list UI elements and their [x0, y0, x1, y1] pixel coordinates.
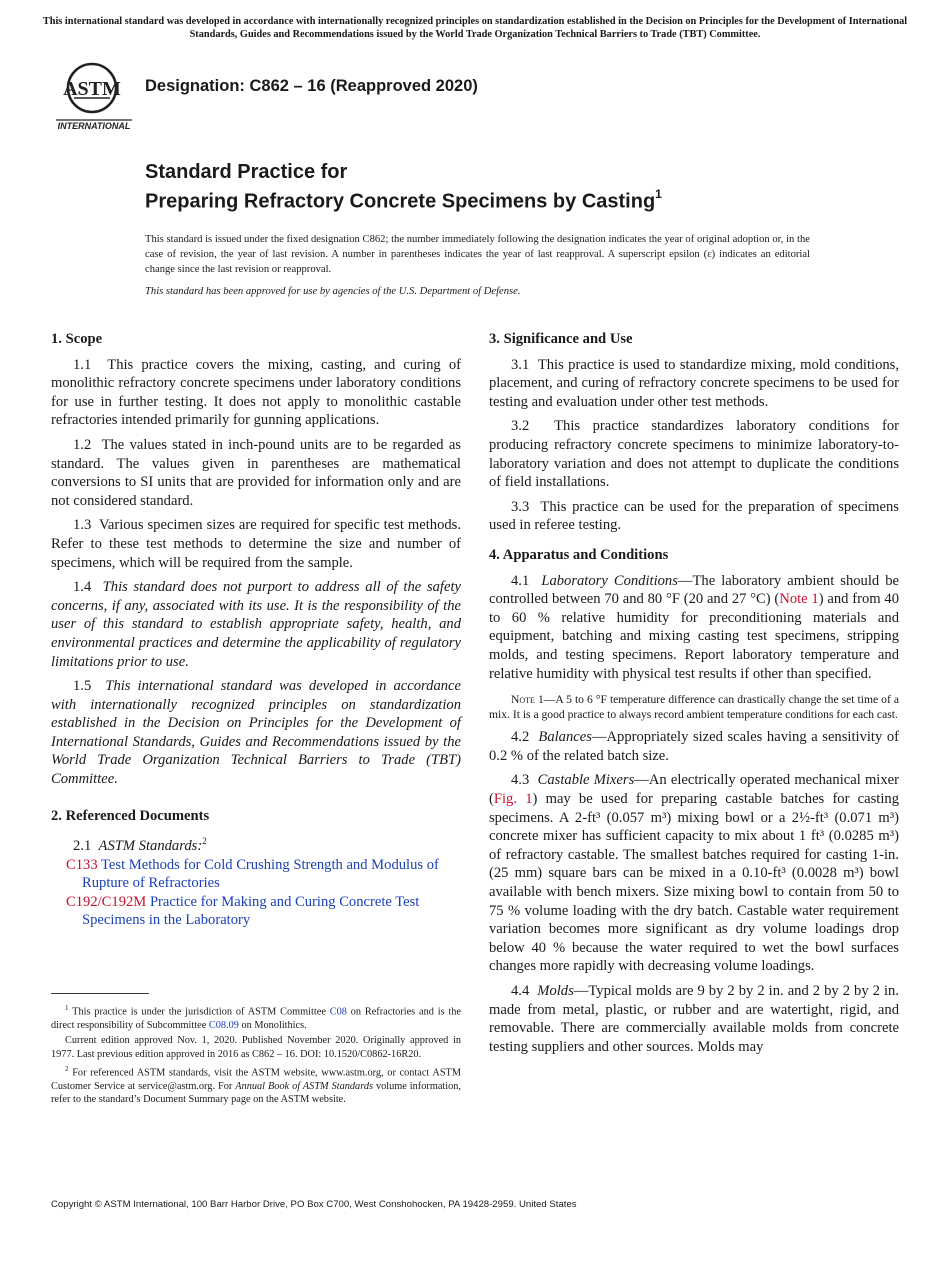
footnote-rule — [51, 993, 149, 994]
reference-c133[interactable]: C133 Test Methods for Cold Crushing Strength and Modulus of Rupture of Refractories — [66, 856, 439, 892]
paragraph-4-1: 4.1 Laboratory Conditions—The laboratory ambient should be controlled between 70 and 80 °F (20 and 27 °C) (Note 1) and from 40 to 60 % relative humidity for preconditioning materials and equipment, batching and mixing casting test specimens, stripping molds, and testing specimens. Report laboratory temperature and relative humidity with physical test results if other than specified. — [489, 572, 900, 682]
right-column — [489, 330, 899, 1062]
astm-logo — [54, 58, 134, 132]
paragraph-2-1: 2.1 ASTM Standards:$^2$ — [73, 836, 207, 855]
paragraph-1-4: 1.4 This standard does not purport to address all of the safety concerns, if any, associated with its use. It is the responsibility of the user of this standard to establish appropriate safety, health, and environmental practices and determine the applicability of regulatory limitations prior to use. — [51, 579, 461, 670]
left-column — [51, 330, 461, 930]
reference-c192[interactable]: C192/C192M Practice for Making and Curing Concrete Test Specimens in the Laboratory — [66, 893, 420, 929]
paragraph-3-3: 3.3 This practice can be used for the preparation of specimens used in referee testing. — [489, 498, 899, 534]
note-1-link[interactable]: Note 1 — [779, 591, 819, 608]
svg-text:INTERNATIONAL: INTERNATIONAL — [57, 121, 131, 131]
paragraph-1-5: 1.5 This international standard was developed in accordance with internationally recognized principles on standardization established in the Decision on Principles for the Development of International Standards, Guides and Recommendations issued by the World Trade Organization Technical Barriers to Trade (TBT) Committee. — [51, 678, 461, 788]
footnote-1-edition: Current edition approved Nov. 1, 2020. Published November 2020. Originally approved in 1977. Last previous edition approved in 2016 as C862 – 16. DOI: 10.1520/C0862-16R20. — [51, 1035, 461, 1060]
section-heading-apparatus: 4. Apparatus and Conditions — [489, 546, 669, 563]
paragraph-3-1: 3.1 This practice is used to standardize mixing, mold conditions, placement, and curing of refractory concrete specimens to be used for testing and evaluation under other test methods. — [489, 356, 899, 410]
paragraph-3-2: 3.2 This practice standardizes laboratory conditions for producing refractory concrete specimens to minimize laboratory-to-laboratory variation and does not attempt to duplicate the conditions of field installations. — [489, 418, 899, 491]
footnotes — [51, 1002, 461, 1109]
tbt-notice: This international standard was developed in accordance with internationally recognized principles on standardization established in the Decision on Principles for the Development of International Standards, Guides and Recommendations issued by the World Trade Organization Technical Barriers to Trade (TBT) Committee. — [42, 16, 908, 40]
section-heading-referenced-documents: 2. Referenced Documents — [51, 807, 210, 824]
paragraph-1-2: 1.2 The values stated in inch-pound units are to be regarded as standard. The values given in parentheses are mathematical conversions to SI units that are provided for information only and are not considered standard. — [51, 436, 461, 509]
svg-text:ASTM: ASTM — [63, 78, 121, 100]
fig-1-link[interactable]: Fig. 1 — [493, 791, 533, 808]
issuance-note: This standard is issued under the fixed designation C862; the number immediately following the designation indicates the year of original adoption or, in the case of revision, the year of last revision. A number in parentheses indicates the year of last reapproval. A superscript epsilon (ε) indicates an editorial change since the last revision or reapproval. — [145, 234, 810, 275]
paragraph-4-3: 4.3 Castable Mixers—An electrically operated mechanical mixer (Fig. 1) may be used for preparing castable batches for casting specimens. A 2-ft³ (0.057 m³) mixing bowl or a 2½-ft³ (0.071 m³) concrete mixer has sufficient capacity to mix about 1 ft³ (0.0285 m³) of refractory castable. The smallest batches required for casting 1-in. (25 mm) square bars can be mixed in a 0.10-ft³ (0.0028 m³) bowl available with bench mixers. Size mixing bowl to contain from 50 to 75 % volume loading with the dry batch. Castable water requirement variation becomes more significant as dry volume loadings drop below 40 % because the water required to wet the bowl surfaces changes more rapidly with decreasing volume loadings. — [489, 772, 900, 975]
section-heading-scope: 1. Scope — [51, 331, 103, 347]
copyright-notice: Copyright © ASTM International, 100 Barr Harbor Drive, PO Box C700, West Conshohocken, PA 19428-2959. United States — [51, 1199, 577, 1210]
page-title — [145, 160, 662, 214]
title-footnote-mark: 1 — [655, 187, 662, 201]
subcommittee-c0809-link[interactable]: C08.09 — [208, 1019, 239, 1031]
committee-c08-link[interactable]: C08 — [329, 1006, 347, 1018]
dod-approval-note: This standard has been approved for use by agencies of the U.S. Department of Defense. — [145, 286, 521, 297]
note-1: Note 1—A 5 to 6 °F temperature difference can drastically change the set time of a mix. It is a good practice to always record ambient temperature conditions for each cast. — [489, 693, 900, 721]
title-line-2: Preparing Refractory Concrete Specimens by Casting$^1$ — [145, 187, 662, 213]
paragraph-1-3: 1.3 Various specimen sizes are required for specific test methods. Refer to these test methods to determine the size and number of specimens, which will be required from the sample. — [51, 517, 461, 571]
paragraph-4-4: 4.4 Molds—Typical molds are 9 by 2 by 2 in. and 2 by 2 by 2 in. made from metal, plastic, or rubber and are watertight, rigid, and removable. There are commercially available molds from concrete testing suppliers and other sources. Molds may — [489, 983, 899, 1055]
section-heading-significance: 3. Significance and Use — [489, 331, 633, 347]
designation: Designation: C862 – 16 (Reapproved 2020) — [145, 77, 478, 95]
title-line-1: Standard Practice for — [145, 161, 348, 183]
footnote-1: $^1$ This practice is under the jurisdiction of ASTM Committee C08 on Refractories and is the direct responsibility of Subcommittee C08.09 on Monolithics. — [51, 1004, 462, 1031]
paragraph-1-1: 1.1 This practice covers the mixing, casting, and curing of monolithic refractory concrete specimens under laboratory conditions for use in further testing. It does not apply to monolithic castable refractories intended primarily for gunning applications. — [51, 356, 461, 429]
paragraph-4-2: 4.2 Balances—Appropriately sized scales having a sensitivity of 0.2 % of the related batch size. — [489, 729, 900, 764]
footnote-2: $^2$ For referenced ASTM standards, visit the ASTM website, www.astm.org, or contact ASTM Customer Service at service@astm.org. For Annual Book of ASTM Standards volume information, refer to the standard’s Document Summary page on the ASTM website. — [51, 1065, 462, 1106]
